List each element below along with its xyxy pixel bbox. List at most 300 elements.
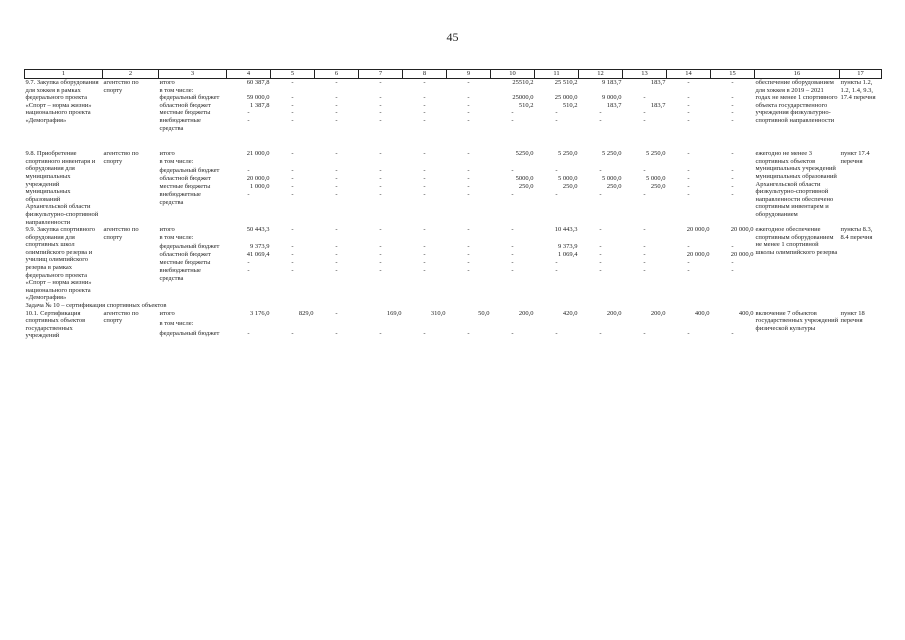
value-cell: -: [291, 250, 294, 258]
value-cell: -: [599, 259, 602, 267]
value-cell: -: [335, 329, 338, 337]
funding-source: местные бюджеты: [159, 109, 211, 117]
value-cell: -: [291, 183, 294, 191]
header-cell: 4: [227, 70, 271, 79]
value-cell: -: [335, 94, 338, 102]
value-cell: [271, 234, 315, 242]
value-cell: -: [687, 267, 690, 275]
value-cell: -: [731, 79, 734, 86]
value-cell: -: [467, 166, 470, 174]
value-cell: -: [335, 242, 338, 250]
value-cell: 5 250,0: [646, 150, 666, 158]
value-cell: -: [555, 267, 558, 275]
value-cell: -: [423, 166, 426, 174]
value-cell: 200,0: [518, 309, 534, 317]
value-cell: -: [467, 183, 470, 191]
page-number: 45: [446, 30, 459, 44]
value-cell: -: [291, 226, 294, 234]
funding-source: итого: [159, 226, 175, 234]
value-cell: [271, 87, 315, 95]
value-cell: [667, 320, 711, 330]
header-row: [25, 70, 882, 79]
value-cell: -: [335, 116, 338, 124]
value-cell: -: [555, 109, 558, 117]
value-cell: -: [687, 109, 690, 117]
value-cell: [227, 158, 271, 166]
value-cell: 20 000,0: [730, 250, 754, 258]
header-cell: 3: [159, 70, 227, 79]
value-cell: -: [731, 242, 734, 250]
data-row: [25, 79, 882, 87]
header-cell: 6: [315, 70, 359, 79]
value-cell: [227, 234, 271, 242]
value-cell: -: [247, 259, 250, 267]
funding-source: внебюджетные средства: [159, 116, 201, 132]
header-cell: 5: [271, 70, 315, 79]
value-cell: 183,7: [650, 101, 666, 109]
value-cell: [359, 234, 403, 242]
value-cell: -: [335, 109, 338, 117]
header-cell: 11: [535, 70, 579, 79]
value-cell: -: [467, 109, 470, 117]
data-row: [25, 310, 882, 320]
result-text: включение 7 объектов государственных учреждений физической культуры: [755, 309, 839, 332]
value-cell: -: [731, 191, 734, 199]
value-cell: 510,2: [562, 101, 578, 109]
funding-source: внебюджетные средства: [159, 191, 201, 207]
value-cell: 25000,0: [512, 94, 534, 102]
value-cell: -: [423, 250, 426, 258]
value-cell: [359, 158, 403, 166]
value-cell: -: [643, 94, 646, 102]
result-text: ежегодное обеспечение спортивным оборудованием не менее 1 спортивной школы олимпийского резерва: [755, 226, 838, 256]
value-cell: 20 000,0: [686, 250, 710, 258]
value-cell: 250,0: [518, 183, 534, 191]
value-cell: [315, 320, 359, 330]
value-cell: -: [687, 191, 690, 199]
value-cell: -: [335, 150, 338, 158]
value-cell: [623, 158, 667, 166]
value-cell: [667, 234, 711, 242]
value-cell: -: [643, 259, 646, 267]
value-cell: -: [599, 250, 602, 258]
header-cell: 2: [103, 70, 159, 79]
value-cell: [491, 234, 535, 242]
value-cell: -: [467, 259, 470, 267]
value-cell: -: [467, 174, 470, 182]
value-cell: -: [247, 267, 250, 275]
value-cell: 400,0: [694, 309, 710, 317]
funding-source: итого: [159, 309, 175, 317]
value-cell: 250,0: [650, 183, 666, 191]
value-cell: [491, 158, 535, 166]
header-cell: 10: [491, 70, 535, 79]
value-cell: -: [643, 116, 646, 124]
value-cell: [403, 158, 447, 166]
value-cell: [491, 87, 535, 95]
value-cell: 310,0: [430, 309, 446, 317]
value-cell: -: [467, 94, 470, 102]
task-row: [25, 302, 882, 310]
value-cell: [711, 158, 755, 166]
value-cell: [623, 234, 667, 242]
funding-source: федеральный бюджет: [159, 94, 220, 102]
value-cell: -: [335, 79, 338, 86]
value-cell: 25 510,2: [554, 79, 578, 86]
value-cell: -: [291, 79, 294, 86]
value-cell: -: [511, 226, 514, 234]
value-cell: -: [291, 259, 294, 267]
funding-source: областной бюджет: [159, 174, 211, 182]
value-cell: 25 000,0: [554, 94, 578, 102]
value-cell: -: [291, 101, 294, 109]
value-cell: -: [555, 116, 558, 124]
value-cell: -: [423, 191, 426, 199]
value-cell: [315, 87, 359, 95]
value-cell: -: [643, 267, 646, 275]
result-text: ежегодно не менее 3 спортивных объектов муниципальных учреждений муниципальных образований Архангельской области физкультурно-спортивной направленности обеспечено спортивным инвентарем и оборудованием: [755, 150, 837, 218]
executor: агентство по спорту: [103, 79, 139, 94]
value-cell: 829,0: [298, 309, 314, 317]
value-cell: -: [379, 109, 382, 117]
value-cell: -: [687, 329, 690, 337]
value-cell: -: [247, 116, 250, 124]
value-cell: [579, 234, 623, 242]
funding-source: областной бюджет: [159, 250, 211, 258]
value-cell: -: [731, 94, 734, 102]
value-cell: -: [643, 250, 646, 258]
value-cell: -: [467, 116, 470, 124]
value-cell: -: [731, 116, 734, 124]
value-cell: [315, 234, 359, 242]
event-name: 10.1. Сертификация спортивных объектов государственных учреждений: [25, 309, 86, 340]
value-cell: -: [379, 259, 382, 267]
value-cell: -: [247, 329, 250, 337]
value-cell: 5 250,0: [602, 150, 622, 158]
value-cell: [491, 320, 535, 330]
value-cell: -: [379, 174, 382, 182]
value-cell: 1 069,4: [558, 250, 578, 258]
value-cell: -: [467, 79, 470, 86]
value-cell: -: [687, 116, 690, 124]
header-cell: 13: [623, 70, 667, 79]
value-cell: -: [467, 329, 470, 337]
value-cell: -: [599, 267, 602, 275]
value-cell: -: [247, 166, 250, 174]
value-cell: 200,0: [606, 309, 622, 317]
value-cell: 10 443,3: [554, 226, 578, 234]
value-cell: -: [379, 226, 382, 234]
task-title: Задача № 10 – сертификация спортивных объектов: [25, 302, 167, 310]
value-cell: 5 000,0: [558, 174, 578, 182]
value-cell: -: [379, 116, 382, 124]
funding-source: федеральный бюджет: [159, 329, 220, 337]
value-cell: -: [335, 226, 338, 234]
value-cell: -: [731, 259, 734, 267]
spacer-cell: [159, 208, 755, 226]
value-cell: 20 000,0: [686, 226, 710, 234]
value-cell: 5 000,0: [646, 174, 666, 182]
value-cell: -: [423, 267, 426, 275]
value-cell: [403, 234, 447, 242]
value-cell: -: [335, 267, 338, 275]
value-cell: -: [599, 166, 602, 174]
value-cell: -: [555, 259, 558, 267]
value-cell: -: [423, 259, 426, 267]
value-cell: -: [335, 166, 338, 174]
value-cell: 21 000,0: [246, 150, 270, 158]
value-cell: 5 000,0: [602, 174, 622, 182]
value-cell: [447, 87, 491, 95]
executor: агентство по спорту: [103, 150, 139, 165]
value-cell: -: [467, 267, 470, 275]
reference-text: пункт 18 перечня: [840, 309, 865, 325]
value-cell: -: [511, 166, 514, 174]
value-cell: -: [555, 329, 558, 337]
header-cell: 15: [711, 70, 755, 79]
spacer-cell: [159, 284, 755, 302]
value-cell: [227, 87, 271, 95]
value-cell: [315, 158, 359, 166]
event-name: 9.9. Закупка спортивного оборудования для спортивных школ олимпийского резерва и училищ олимпийского резерва в рамках федерального проекта «Спорт – норма жизни» национального проекта «Демография»: [25, 226, 96, 302]
value-cell: -: [687, 79, 690, 86]
value-cell: -: [731, 183, 734, 191]
value-cell: -: [511, 250, 514, 258]
value-cell: -: [599, 109, 602, 117]
value-cell: -: [511, 267, 514, 275]
value-cell: -: [643, 191, 646, 199]
value-cell: -: [467, 150, 470, 158]
value-cell: -: [335, 174, 338, 182]
value-cell: 59 000,0: [246, 94, 270, 102]
value-cell: 1 000,0: [250, 183, 270, 191]
value-cell: -: [335, 250, 338, 258]
value-cell: -: [291, 116, 294, 124]
value-cell: -: [687, 101, 690, 109]
value-cell: -: [335, 183, 338, 191]
value-cell: [359, 87, 403, 95]
value-cell: -: [599, 242, 602, 250]
value-cell: 183,7: [650, 79, 666, 86]
value-cell: 5 250,0: [558, 150, 578, 158]
header-cell: 14: [667, 70, 711, 79]
value-cell: -: [731, 150, 734, 158]
value-cell: -: [291, 242, 294, 250]
header-cell: 9: [447, 70, 491, 79]
value-cell: 9 000,0: [602, 94, 622, 102]
value-cell: -: [423, 329, 426, 337]
header-cell: 17: [840, 70, 882, 79]
value-cell: [667, 158, 711, 166]
value-cell: -: [731, 329, 734, 337]
value-cell: [579, 320, 623, 330]
funding-source: местные бюджеты: [159, 183, 211, 191]
value-cell: -: [335, 259, 338, 267]
value-cell: 3 176,0: [250, 309, 270, 317]
value-cell: -: [379, 150, 382, 158]
value-cell: -: [423, 101, 426, 109]
value-cell: -: [731, 101, 734, 109]
value-cell: -: [247, 191, 250, 199]
value-cell: 250,0: [562, 183, 578, 191]
value-cell: -: [379, 183, 382, 191]
value-cell: 60 387,8: [246, 79, 270, 86]
value-cell: -: [291, 150, 294, 158]
value-cell: -: [511, 259, 514, 267]
value-cell: 200,0: [650, 309, 666, 317]
value-cell: -: [291, 166, 294, 174]
value-cell: -: [291, 174, 294, 182]
value-cell: [271, 320, 315, 330]
value-cell: [447, 234, 491, 242]
value-cell: -: [731, 109, 734, 117]
value-cell: -: [599, 191, 602, 199]
value-cell: 20 000,0: [246, 174, 270, 182]
value-cell: -: [511, 329, 514, 337]
value-cell: -: [467, 226, 470, 234]
value-cell: 183,7: [606, 101, 622, 109]
value-cell: 9 373,9: [250, 242, 270, 250]
header-cell: 16: [755, 70, 840, 79]
funding-source: внебюджетные средства: [159, 267, 201, 283]
value-cell: -: [379, 79, 382, 86]
value-cell: -: [379, 94, 382, 102]
value-cell: -: [379, 250, 382, 258]
funding-source: итого: [159, 150, 175, 158]
value-cell: -: [423, 150, 426, 158]
reference-text: пункты 8.3, 8.4 перечня: [840, 226, 873, 241]
value-cell: [579, 87, 623, 95]
value-cell: -: [731, 174, 734, 182]
value-cell: 50 443,3: [246, 226, 270, 234]
value-cell: -: [687, 183, 690, 191]
value-cell: 250,0: [606, 183, 622, 191]
value-cell: -: [643, 242, 646, 250]
value-cell: -: [291, 191, 294, 199]
event-name: 9.8. Приобретение спортивного инвентаря и оборудования для муниципальных учреждений муниципальных образований Архангельской области физкультурно-спортивной направленности: [25, 150, 99, 226]
value-cell: [535, 87, 579, 95]
value-cell: 1 387,8: [250, 101, 270, 109]
value-cell: [227, 320, 271, 330]
value-cell: -: [511, 116, 514, 124]
value-cell: -: [291, 94, 294, 102]
value-cell: -: [379, 267, 382, 275]
funding-source: областной бюджет: [159, 101, 211, 109]
value-cell: -: [379, 329, 382, 337]
value-cell: [711, 320, 755, 330]
value-cell: -: [423, 94, 426, 102]
executor: агентство по спорту: [103, 226, 139, 241]
value-cell: -: [467, 250, 470, 258]
value-cell: -: [643, 226, 646, 234]
value-cell: [403, 87, 447, 95]
value-cell: -: [599, 329, 602, 337]
value-cell: -: [335, 191, 338, 199]
value-cell: -: [687, 150, 690, 158]
value-cell: [623, 87, 667, 95]
value-cell: [535, 320, 579, 330]
spacer-cell: [159, 132, 755, 150]
value-cell: -: [687, 94, 690, 102]
value-cell: -: [291, 109, 294, 117]
value-cell: [711, 234, 755, 242]
value-cell: [359, 320, 403, 330]
funding-source: в том числе:: [159, 319, 194, 327]
executor: агентство по спорту: [103, 309, 139, 325]
header-cell: 12: [579, 70, 623, 79]
funding-source: итого: [159, 79, 175, 86]
value-cell: -: [511, 191, 514, 199]
value-cell: -: [467, 101, 470, 109]
value-cell: [271, 158, 315, 166]
data-row: [25, 226, 882, 234]
value-cell: [711, 87, 755, 95]
value-cell: -: [335, 309, 338, 317]
value-cell: -: [643, 166, 646, 174]
value-cell: 5250,0: [515, 150, 534, 158]
funding-source: в том числе:: [159, 86, 194, 94]
value-cell: [447, 320, 491, 330]
value-cell: -: [599, 116, 602, 124]
value-cell: 20 000,0: [730, 226, 754, 234]
reference-text: пункты 1.2, 1.2, 1.4, 9.3, 17.4 перечня: [840, 79, 876, 102]
value-cell: -: [687, 242, 690, 250]
value-cell: -: [731, 166, 734, 174]
value-cell: -: [379, 166, 382, 174]
value-cell: [667, 87, 711, 95]
value-cell: 5000,0: [515, 174, 534, 182]
value-cell: [535, 158, 579, 166]
value-cell: -: [423, 109, 426, 117]
funding-source: в том числе:: [159, 234, 194, 242]
value-cell: -: [423, 242, 426, 250]
value-cell: -: [423, 116, 426, 124]
value-cell: -: [511, 109, 514, 117]
value-cell: 41 069,4: [246, 250, 270, 258]
value-cell: 50,0: [478, 309, 490, 317]
value-cell: -: [687, 174, 690, 182]
value-cell: [623, 320, 667, 330]
value-cell: -: [423, 183, 426, 191]
value-cell: -: [291, 329, 294, 337]
reference-text: пункт 17.4 перечня: [840, 150, 870, 165]
value-cell: 510,2: [518, 101, 534, 109]
program-table: [24, 69, 882, 340]
funding-source: в том числе:: [159, 158, 194, 166]
funding-source: федеральный бюджет: [159, 242, 220, 250]
value-cell: -: [687, 259, 690, 267]
value-cell: -: [423, 79, 426, 86]
value-cell: -: [423, 174, 426, 182]
header-cell: 8: [403, 70, 447, 79]
value-cell: [579, 158, 623, 166]
value-cell: -: [379, 101, 382, 109]
value-cell: 400,0: [738, 309, 754, 317]
value-cell: [447, 158, 491, 166]
data-row: [25, 150, 882, 158]
value-cell: 25510,2: [512, 79, 534, 86]
value-cell: -: [335, 101, 338, 109]
value-cell: -: [643, 329, 646, 337]
value-cell: -: [379, 242, 382, 250]
value-cell: -: [599, 226, 602, 234]
value-cell: 9 373,9: [558, 242, 578, 250]
value-cell: -: [555, 191, 558, 199]
value-cell: -: [467, 191, 470, 199]
value-cell: -: [555, 166, 558, 174]
value-cell: -: [467, 242, 470, 250]
value-cell: -: [731, 267, 734, 275]
